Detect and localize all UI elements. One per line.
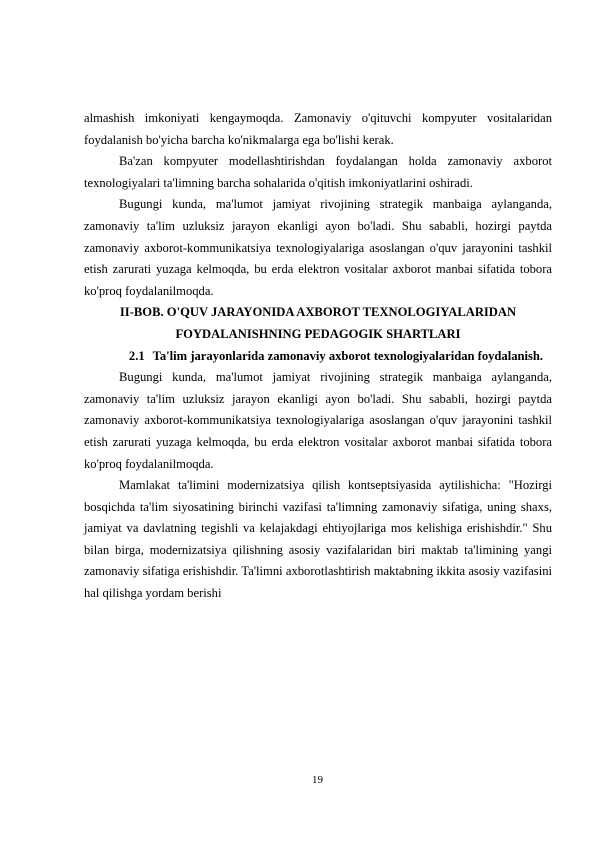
page-number: 19 xyxy=(312,774,323,786)
section-title: Ta'lim jarayonlarida zamonaviy axborot texnologiyalaridan foydalanish. xyxy=(152,348,544,363)
paragraph: Bugungi kunda, ma'lumot jamiyat rivojining strategik manbaiga aylanganda, zamonaviy ta'lim uzluksiz jarayon ekanligi ayon bo'ladi. Shu sababli, hozirgi paytda zamonaviy axborot-kommunikatsiya texnologiyalariga asoslangan o'quv jarayonini tashkil etish zarurati yuzaga kelmoqda, bu erda elektron vositalar axborot manbai sifatida tobora ko'proq foydalanilmoqda. xyxy=(84,197,552,298)
page-content xyxy=(84,108,552,605)
paragraph-continuation: almashish imkoniyati kengaymoqda. Zamonaviy o'qituvchi kompyuter vositalaridan foydalanish bo'yicha barcha ko'nikmalarga ega bo'lishi kerak. xyxy=(84,111,552,147)
paragraph: Ba'zan kompyuter modellashtirishdan foydalangan holda zamonaviy axborot texnologiyalari ta'limning barcha sohalarida o'qitish imkoniyatlarini oshiradi. xyxy=(84,154,552,190)
chapter-heading: II-BOB. O'QUV JARAYONIDA AXBOROT TEXNOLOGIYALARIDAN FOYDALANISHNING PEDAGOGIK SHARTLARI xyxy=(119,305,517,341)
section-number: 2.1 xyxy=(128,348,145,363)
paragraph: Bugungi kunda, ma'lumot jamiyat rivojining strategik manbaiga aylanganda, zamonaviy ta'lim uzluksiz jarayon ekanligi ayon bo'ladi. Shu sababli, hozirgi paytda zamonaviy axborot-kommunikatsiya texnologiyalariga asoslangan o'quv jarayonini tashkil etish zarurati yuzaga kelmoqda, bu erda elektron vositalar axborot manbai sifatida tobora ko'proq foydalanilmoqda. xyxy=(84,370,552,471)
paragraph: Mamlakat ta'limini modernizatsiya qilish kontseptsiyasida aytilishicha: "Hozirgi bosqichda ta'lim siyosatining birinchi vazifasi ta'limning zamonaviy sifatiga, uning shaxs, jamiyat va davlatning tegishli va kelajakdagi ehtiyojlariga mos kelishiga erishishdir." Shu bilan birga, modernizatsiya qilishning asosiy vazifalaridan biri maktab ta'limining yangi zamonaviy sifatiga erishishdir. Ta'limni axborotlashtirish maktabning ikkita asosiy vazifasini hal qilishga yordam berishi xyxy=(84,478,552,601)
section-heading xyxy=(84,346,552,368)
